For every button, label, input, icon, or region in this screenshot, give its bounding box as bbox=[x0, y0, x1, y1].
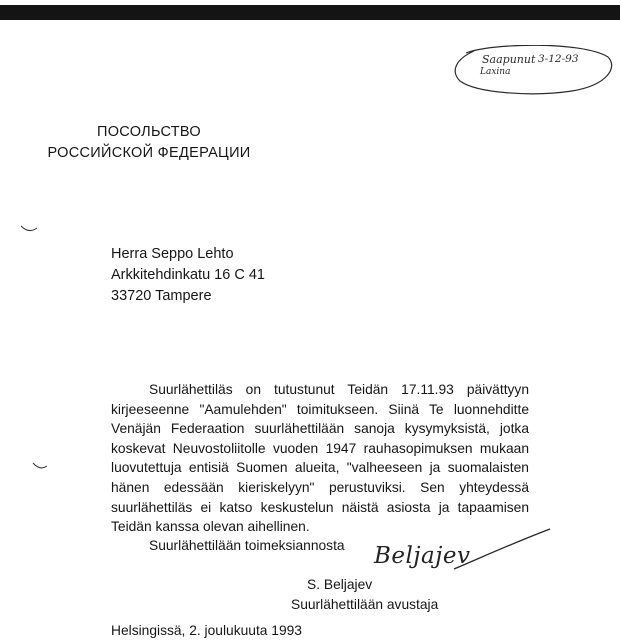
fold-mark-icon bbox=[20, 224, 38, 234]
letter-body-paragraph: Suurlähettiläs on tutustunut Teidän 17.11.93 päivättyyn kirjeeseenne "Aamulehden" toimitukseen. Siinä Te luonnehditte Venäjän Federaation suurlähettilään sanoja kysymyksistä, jotka koskevat Neuvostoliitolle vuoden 1947 rauhasopimuksen mukaan luovutettuja entisiä Suomen alueita, "valheeseen ja suomalaisten hänen edessään kieriskelyyn" perustuviksi. Sen yhteydessä suurlähettiläs ei katso keskustelun näistä asiosta ja tapaamisen Teidän kanssa olevan aihellinen. bbox=[111, 382, 529, 535]
recipient-address bbox=[111, 244, 265, 307]
received-stamp bbox=[452, 45, 614, 95]
recipient-name: Herra Seppo Lehto bbox=[111, 246, 234, 262]
signature-text: Beljajev bbox=[374, 543, 471, 569]
top-black-bar bbox=[0, 5, 620, 20]
letterhead-line-2: РОССИЙСКОЙ ФЕДЕРАЦИИ bbox=[47, 145, 251, 161]
signoff-line: Suurlähettilään toimeksiannosta bbox=[149, 538, 345, 553]
letterhead-line-1: ПОСОЛЬСТВО bbox=[97, 124, 201, 140]
stamp-initials: Laxina bbox=[480, 67, 511, 77]
embassy-letterhead bbox=[44, 122, 254, 164]
stamp-received-label: Saapunut bbox=[482, 53, 536, 66]
fold-mark-icon bbox=[32, 461, 48, 471]
signer-name: S. Beljajev bbox=[307, 577, 373, 592]
recipient-city: 33720 Tampere bbox=[111, 288, 212, 304]
stamp-date: 3-12-93 bbox=[538, 53, 579, 65]
recipient-street: Arkkitehdinkatu 16 C 41 bbox=[111, 267, 265, 283]
place-and-date: Helsingissä, 2. joulukuuta 1993 bbox=[111, 623, 302, 638]
handwritten-signature bbox=[368, 525, 552, 581]
signer-title: Suurlähettilään avustaja bbox=[291, 597, 439, 612]
